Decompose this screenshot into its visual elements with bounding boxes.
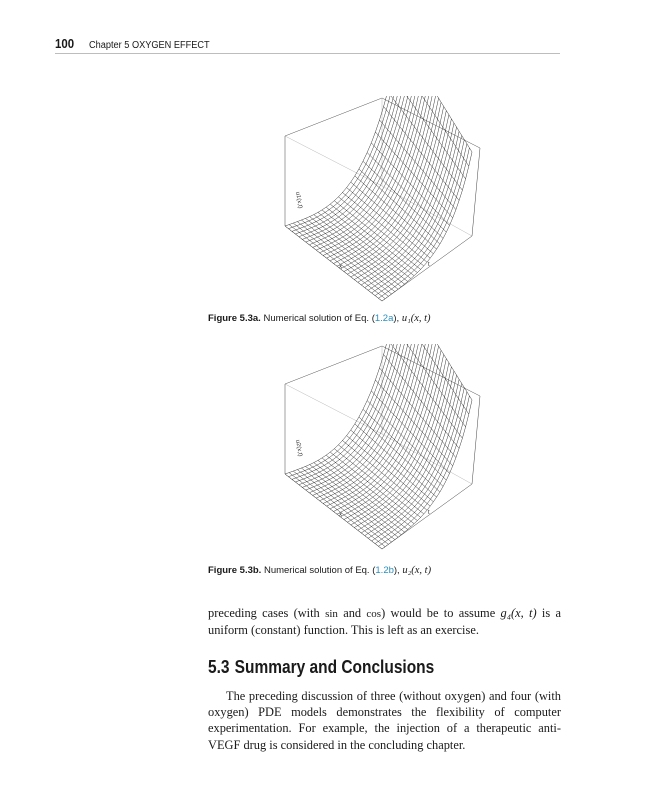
box-front-right-vertical [472, 148, 480, 236]
caption-math: u₁(x, t) [401, 313, 431, 324]
chapter-label: Chapter 5 OXYGEN EFFECT [88, 40, 210, 51]
caption-text: Numerical solution of Eq. ( [263, 565, 376, 576]
paragraph-summary: The preceding discussion of three (without oxygen) and four (with oxygen) PDE models demonstrates the flexibility of computer experimentation. For example, the injection of a therapeutic anti-VEGF drug is considered in the concluding chapter. [208, 689, 561, 752]
surface-mesh-rows [285, 344, 472, 549]
running-head [55, 36, 560, 54]
surface-mesh-cols [285, 344, 472, 549]
surface-mesh-cols [285, 96, 472, 301]
sin-function: sin [325, 608, 338, 620]
equation-ref-link[interactable]: 1.2b [375, 565, 394, 576]
figure-label: Figure 5.3a. [208, 313, 261, 324]
page-number: 100 [55, 36, 75, 51]
box-front-bottom-edges [285, 226, 472, 301]
caption-mid: ), [393, 313, 402, 324]
text-run: is a uniform (constant) function. This is left as an exercise. [208, 606, 561, 638]
axis-label-x: x [339, 512, 342, 518]
figure-5-3b-caption [208, 565, 431, 576]
section-heading [208, 657, 434, 678]
axis-label-x: x [339, 264, 342, 270]
box-front-right-vertical [472, 396, 480, 484]
box-front-bottom-edges [285, 474, 472, 549]
equation-ref-link[interactable]: 1.2a [374, 313, 394, 324]
figure-5-3a [282, 96, 482, 306]
axis-label-z: u2(x,t) [294, 439, 303, 458]
caption-mid: ), [393, 565, 403, 576]
axis-label-t: t [428, 262, 430, 268]
figure-5-3a-caption [208, 313, 431, 324]
text-run: preceding cases (with [208, 606, 326, 620]
caption-text: Numerical solution of Eq. ( [263, 313, 375, 324]
surface-plot-u1 [282, 96, 482, 306]
text-run: and [337, 606, 367, 620]
figure-label: Figure 5.3b. [208, 565, 262, 576]
section-title: Summary and Conclusions [234, 657, 435, 677]
paragraph-continuation [208, 605, 561, 638]
surface-plot-u2 [282, 344, 482, 554]
inline-math: g₄(x, t) [500, 606, 537, 620]
surface-mesh-rows [285, 96, 472, 301]
text-run: ) would be to assume [381, 606, 501, 620]
figure-5-3b [282, 344, 482, 554]
axis-label-t: t [428, 510, 430, 516]
cos-function: cos [366, 608, 382, 620]
axis-label-z: u1(x,t) [294, 191, 303, 210]
caption-math: u₂(x, t) [402, 565, 432, 576]
section-number: 5.3 [208, 657, 230, 677]
